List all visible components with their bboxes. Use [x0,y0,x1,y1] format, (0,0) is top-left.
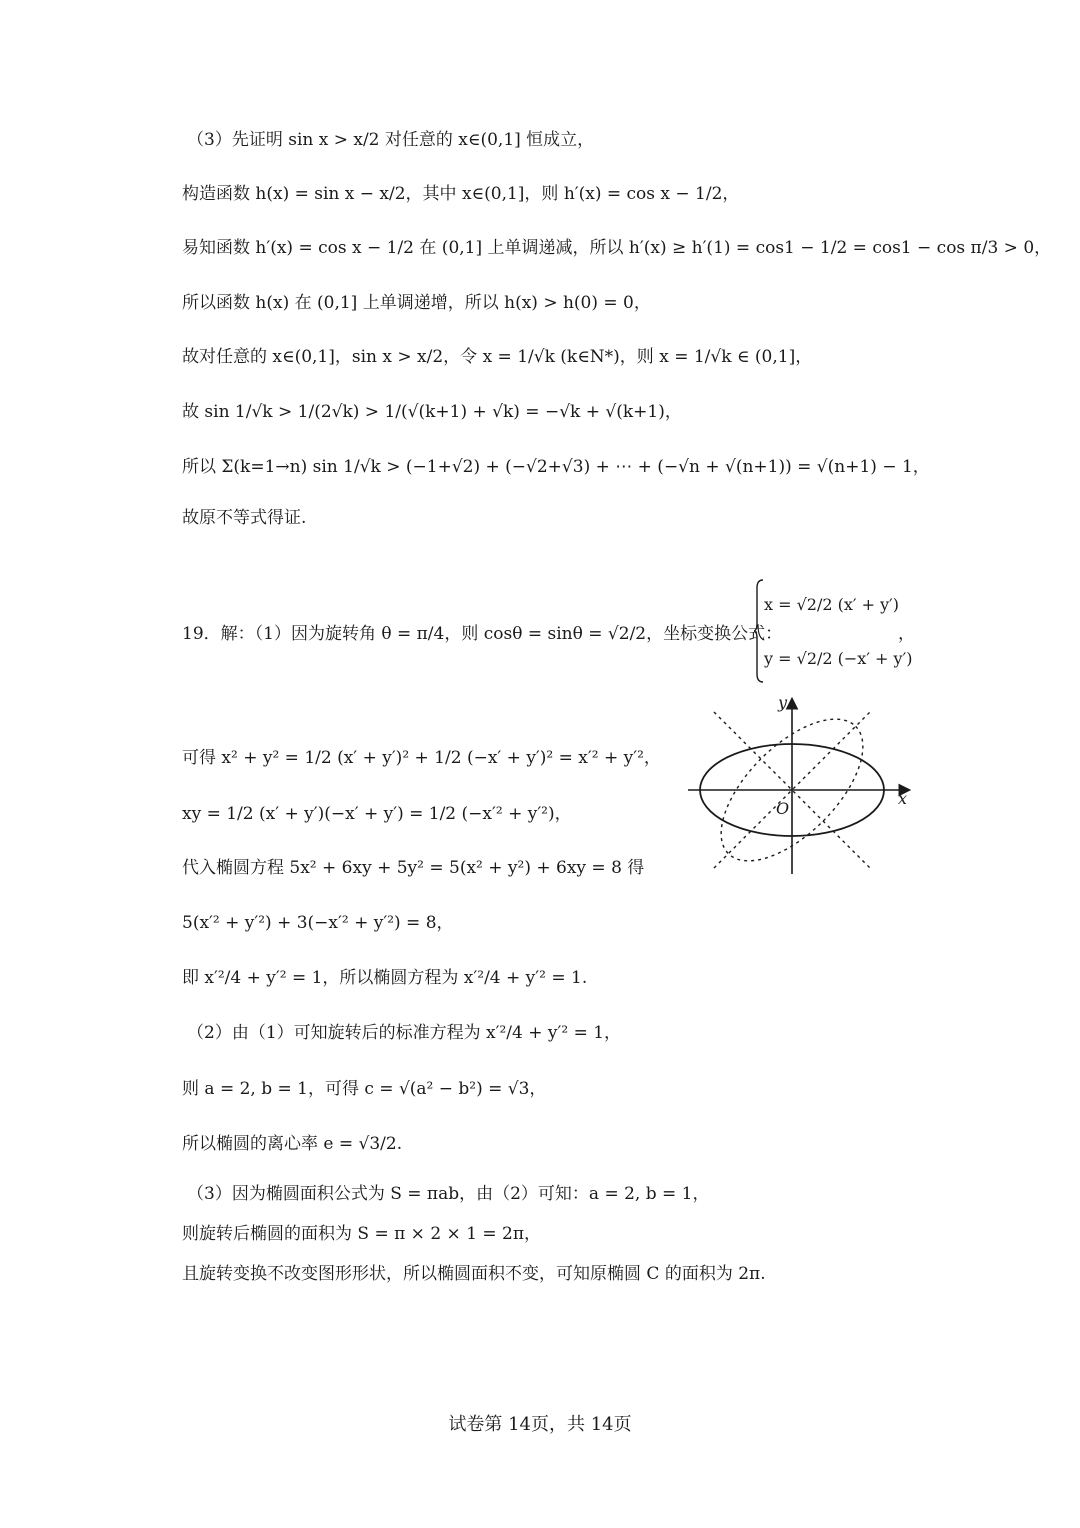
transform-end-punct: ， [898,624,915,644]
q19-part3-line-2: 则旋转后椭圆的面积为 S = π × 2 × 1 = 2π， [182,1224,542,1244]
q18-part3-line-4: 所以函数 h(x) 在 (0,1] 上单调递增，所以 h(x) > h(0) = 0， [182,293,651,313]
q18-part3-line-6: 故 sin 1/√k > 1/(2√k) > 1/(√(k+1) + √k) = −√k + √(k+1)， [182,402,682,422]
q19-part1-line-1: 可得 x² + y² = 1/2 (x′ + y′)² + 1/2 (−x′ + y′)² = x′² + y′²， [182,748,661,768]
transform-y-equation: y = √2/2 (−x′ + y′) [764,649,913,668]
page-footer: 试卷第 14页，共 14页 [448,1414,632,1435]
q19-part2-line-1: （2）由（1）可知旋转后的标准方程为 x′²/4 + y′² = 1， [187,1023,622,1043]
q19-part3-line-3: 且旋转变换不改变图形形状，所以椭圆面积不变，可知原椭圆 C 的面积为 2π. [182,1264,766,1284]
q18-part3-line-3: 易知函数 h′(x) = cos x − 1/2 在 (0,1] 上单调递减，所以 h′(x) ≥ h′(1) = cos1 − 1/2 = cos1 − cos π/3 > 0， [182,238,1052,258]
q19-part1-intro: 19．解：（1）因为旋转角 θ = π/4，则 cosθ = sinθ = √2/2，坐标变换公式： [182,624,783,644]
transform-x-equation: x = √2/2 (x′ + y′) [764,595,900,614]
q18-conclusion: 故原不等式得证. [182,508,307,528]
q19-part2-line-2: 则 a = 2, b = 1，可得 c = √(a² − b²) = √3， [182,1079,547,1099]
q18-part3-line-1: （3）先证明 sin x > x/2 对任意的 x∈(0,1] 恒成立， [187,130,595,150]
q18-part3-line-2: 构造函数 h(x) = sin x − x/2，其中 x∈(0,1]，则 h′(x) = cos x − 1/2， [182,184,740,204]
x-axis-label: x [898,789,908,808]
brace-icon [754,578,764,684]
q19-part2-line-3: 所以椭圆的离心率 e = √3/2. [182,1134,403,1154]
ellipse-rotation-figure [686,692,926,882]
q18-part3-line-5: 故对任意的 x∈(0,1]，sin x > x/2，令 x = 1/√k (k∈N*)，则 x = 1/√k ∈ (0,1]， [182,347,813,367]
q19-part1-line-5: 即 x′²/4 + y′² = 1，所以椭圆方程为 x′²/4 + y′² = 1. [182,968,588,988]
origin-label: O [776,799,790,818]
y-axis-label: y [778,693,788,712]
q18-part3-line-7: 所以 Σ(k=1→n) sin 1/√k > (−1+√2) + (−√2+√3) + ⋯ + (−√n + √(n+1)) = √(n+1) − 1， [182,457,930,477]
q19-part3-line-1: （3）因为椭圆面积公式为 S = πab，由（2）可知：a = 2, b = 1， [187,1184,710,1204]
q19-part1-line-2: xy = 1/2 (x′ + y′)(−x′ + y′) = 1/2 (−x′² + y′²)， [182,804,572,824]
q19-part1-line-3: 代入椭圆方程 5x² + 6xy + 5y² = 5(x² + y²) + 6xy = 8 得 [182,858,645,878]
q19-part1-line-4: 5(x′² + y′²) + 3(−x′² + y′²) = 8， [182,913,454,933]
